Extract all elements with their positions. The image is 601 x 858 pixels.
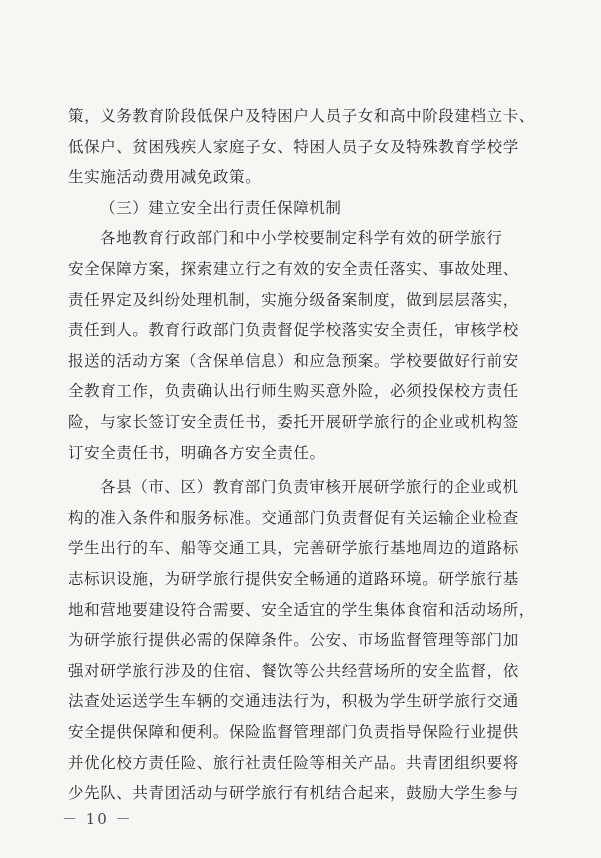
paragraph-line: 安全保障方案，探索建立行之有效的安全责任落实、事故处理、 (68, 260, 519, 278)
paragraph-line: 构的准入条件和服务标准。交通部门负责督促有关运输企业检查 (68, 508, 519, 527)
paragraph-line: 低保户、贫困残疾人家庭子女、特困人员子女及特殊教育学校学 (68, 137, 519, 156)
paragraph-line: 志标识设施，为研学旅行提供安全畅通的道路环境。研学旅行基 (68, 570, 519, 588)
section-heading: （三）建立安全出行责任保障机制 (100, 198, 342, 217)
paragraph-line: 法查处运送学生车辆的交通违法行为，积极为学生研学旅行交通 (68, 692, 519, 711)
page-number: － 10 － (62, 810, 133, 828)
paragraph-line: 订安全责任书，明确各方安全责任。 (68, 443, 326, 462)
paragraph-line: 策，义务教育阶段低保户及特困户人员子女和高中阶段建档立卡、 (68, 107, 535, 125)
paragraph-line: 学生出行的车、船等交通工具，完善研学旅行基地周边的道路标 (68, 539, 519, 558)
paragraph-line: 安全提供保障和便利。保险监督管理部门负责指导保险行业提供 (68, 723, 519, 741)
paragraph-line: 为研学旅行提供必需的保障条件。公安、市场监督管理等部门加 (68, 631, 519, 650)
paragraph-line: 强对研学旅行涉及的住宿、餐饮等公共经营场所的安全监督，依 (68, 661, 519, 680)
paragraph-line: 生实施活动费用减免政策。 (68, 168, 262, 187)
paragraph-line: 各县（市、区）教育部门负责审核开展研学旅行的企业或机 (100, 478, 519, 497)
paragraph-line: 全教育工作，负责确认出行师生购买意外险，必须投保校方责任 (68, 382, 519, 401)
paragraph-line: 责任界定及纠纷处理机制，实施分级备案制度，做到层层落实， (68, 290, 519, 309)
paragraph-line: 并优化校方责任险、旅行社责任险等相关产品。共青团组织要将 (68, 753, 519, 772)
paragraph-line: 各地教育行政部门和中小学校要制定科学有效的研学旅行 (100, 229, 503, 248)
paragraph-line: 少先队、共青团活动与研学旅行有机结合起来，鼓励大学生参与 (68, 784, 519, 803)
paragraph-line: 责任到人。教育行政部门负责督促学校落实安全责任，审核学校 (68, 321, 519, 340)
paragraph-line: 报送的活动方案（含保单信息）和应急预案。学校要做好行前安 (68, 351, 519, 370)
paragraph-line: 地和营地要建设符合需要、安全适宜的学生集体食宿和活动场所， (68, 600, 535, 619)
paragraph-line: 险，与家长签订安全责任书，委托开展研学旅行的企业或机构签 (68, 413, 519, 431)
